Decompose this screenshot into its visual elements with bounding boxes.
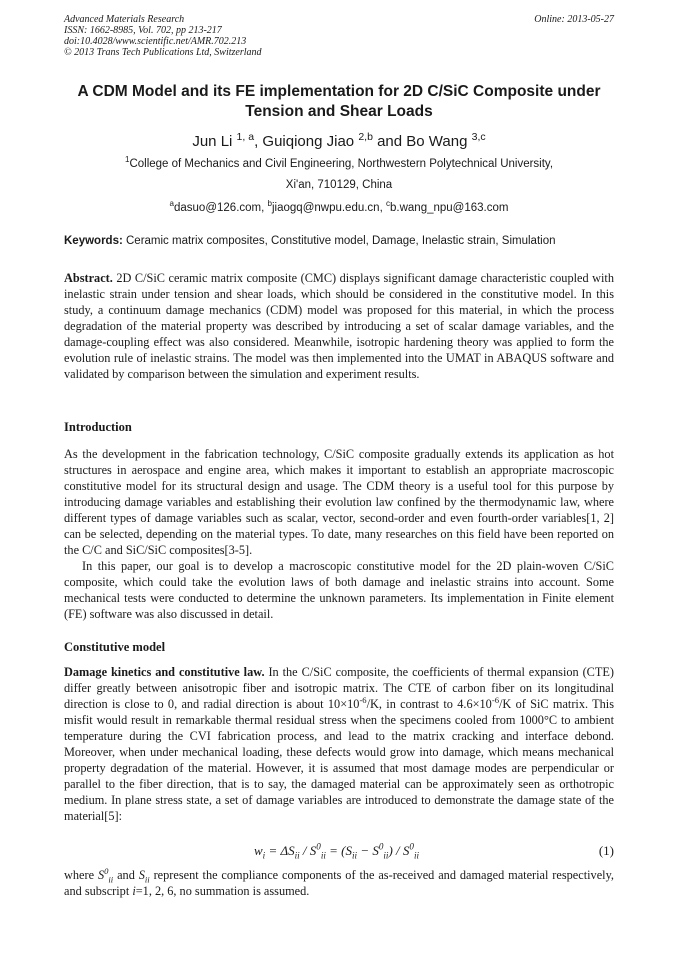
paragraph: In this paper, our goal is to develop a macroscopic constitutive model for the 2D plain-woven C/SiC composite, which could take the evolution laws of both damage and inelastic strains into account. Some mechanical tests were conducted to determine the unknown parameters. Its implementation in Finite element (FE) software was also discussed in detail. — [64, 559, 614, 621]
abstract-label: Abstract. — [64, 271, 113, 285]
author-name: Jun Li — [192, 133, 233, 150]
journal-name: Advanced Materials Research — [64, 14, 185, 25]
email-link[interactable]: dasuo@126.com — [174, 202, 262, 214]
equation-number: (1) — [598, 843, 614, 858]
abstract-text: 2D C/SiC ceramic matrix composite (CMC) displays significant damage characteristic coupled with inelastic strain under tension and shear loads, which should be considered in the constitutive model. In this study, a continuum damage mechanics (CDM) model was proposed for this material, in which the process degradation of the material property was described by introducing a set of scalar damage variables, and the damage-coupling effect was also considered. Meanwhile, isotropic hardening theory was applied to form the evolution rule of inelastic strains. The model was then implemented into the UMAT in ABAQUS software and validated by comparison between the simulation and experiment results. — [64, 271, 614, 381]
introduction — [64, 446, 614, 622]
equation-1 — [64, 843, 614, 863]
equation-explanation: where $S^0_{ii}$ and $S_{ii}$ represent the compliance components of the as-received and damaged material respectively, and subscript i=1, 2, 6, no summation is assumed. — [64, 865, 614, 898]
copyright: © 2013 Trans Tech Publications Ltd, Switzerland — [64, 47, 262, 58]
paper-title: A CDM Model and its FE implementation for 2D C/SiC Composite under Tension and Shear Loads — [77, 83, 601, 120]
author-name: Guiqiong Jiao — [262, 133, 355, 150]
issn: ISSN: 1662-8985, Vol. 702, pp 213-217 — [64, 25, 222, 36]
email-link[interactable]: b.wang_npu@163.com — [390, 202, 509, 214]
keywords — [64, 235, 614, 247]
journal-header — [64, 14, 614, 58]
paragraph: As the development in the fabrication technology, C/SiC composite gradually extends its application as hot structures in aerospace and engine area, which makes it important to establish an appropriate macroscopic constitutive model for its structural design and usage. The CDM theory is a useful tool for this purpose by introducing damage variables and establishing their evolution law confined by the thermodynamic law, where different types of damage variables such as scalar, vector, second-order and even fourth-order variables[1, 2] can be selected, depending on the material types. To date, many researches on this field have been reported on the C/C and SiC/SiC composites[3-5]. — [64, 447, 614, 557]
keywords-text: Ceramic matrix composites, Constitutive model, Damage, Inelastic strain, Simulation — [122, 235, 556, 247]
affiliation: $^1$College of Mechanics and Civil Engineering, Northwestern Polytechnical University, Xi'an, 710129, China — [124, 155, 554, 191]
subheading: Damage kinetics and constitutive law. — [64, 665, 265, 679]
author-name: Bo Wang — [406, 133, 468, 150]
author-list: Jun Li $^{1, a}$, Guiqiong Jiao $^{2,b}$ and Bo Wang $^{3,c}$ — [192, 131, 486, 150]
email-link[interactable]: jiaogq@nwpu.edu.cn — [272, 202, 380, 214]
section-heading-introduction: Introduction — [64, 420, 132, 434]
doi: doi:10.4028/www.scientific.net/AMR.702.213 — [64, 36, 247, 47]
keywords-label: Keywords: — [64, 235, 123, 247]
constitutive-model-text: Damage kinetics and constitutive law. In the C/SiC composite, the coefficients of thermal expansion (CTE) differ greatly between anisotropic fiber and isotropic matrix. The CTE of carbon fiber on its longitudinal direction is close to 0, and radial direction is about $10\times 10^{-6}/K$, in contrast to $4.6\times 10^{-6}/K$ of SiC matrix. This misfit would result in remarkable thermal residual stress when the specimens cooled from 1000°C to ambient temperature during the CVI fabrication process, and lead to the matrix cracking and interface debond. Moreover, when under mechanical loading, these defects would grow into damage, which means mechanical property degradation of the material. However, it is assumed that most damage modes are perpendicular or parallel to the fiber direction, that is to say, the damaged material can be approximately seen as orthotropic medium. In plane stress state, a set of damage variables are introduced to demonstrate the damage state of the material[5]: — [64, 665, 614, 823]
author-emails: $^a$dasuo@126.com, $^b$jiaogq@nwpu.edu.cn, $^c$b.wang_npu@163.com — [169, 199, 509, 214]
equation-body: $w_i = \Delta S_{ii} / S^0_{ii} = (S_{ii} - S^0_{ii}) / S^0_{ii}$ — [254, 841, 420, 861]
section-heading-constitutive-model: Constitutive model — [64, 640, 166, 654]
online-date: Online: 2013-05-27 — [534, 14, 614, 25]
abstract — [64, 270, 614, 382]
